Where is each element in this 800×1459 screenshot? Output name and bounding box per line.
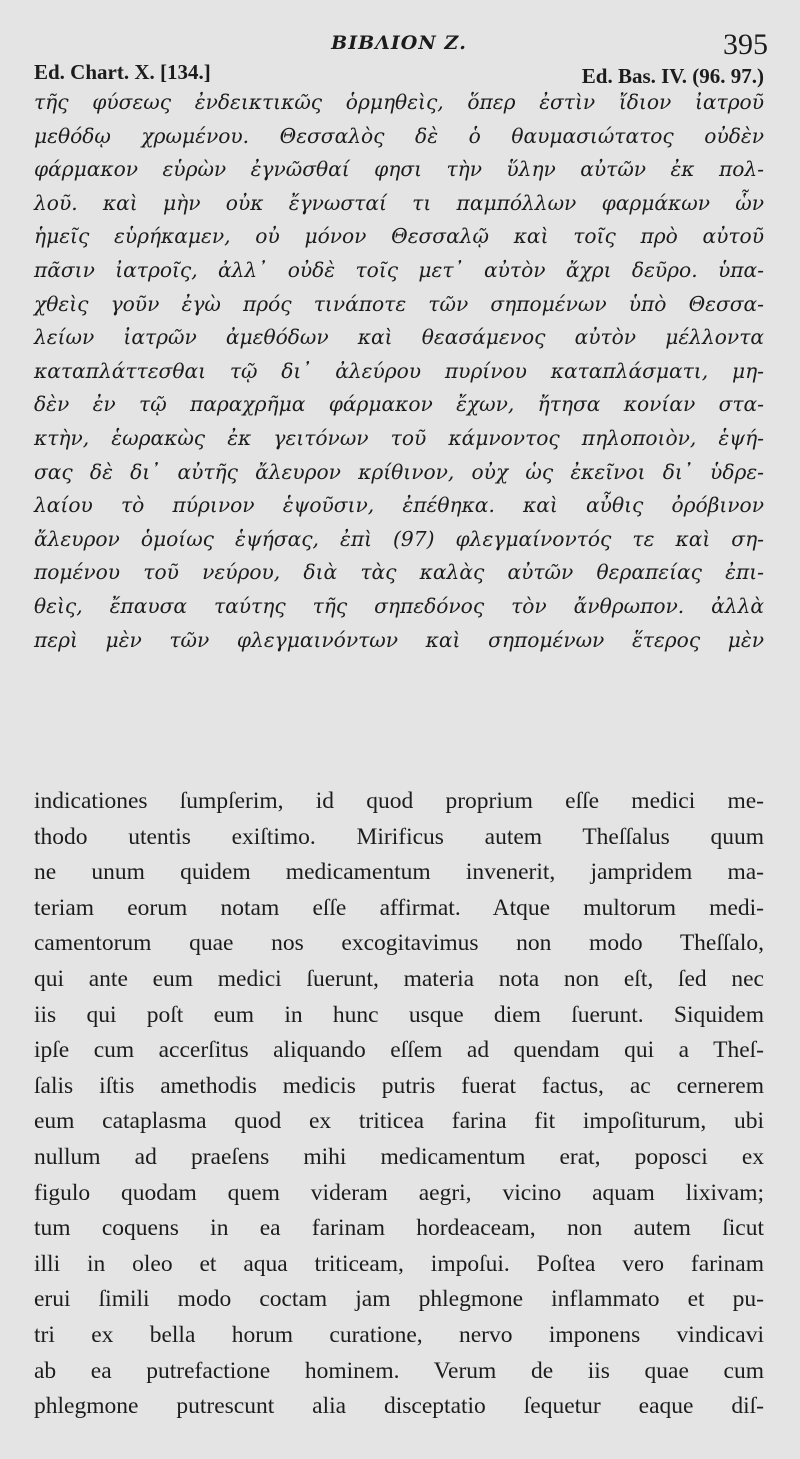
latin-line: nullum ad praeſens mihi medicamentum erat, poposci ex bbox=[34, 1143, 764, 1170]
latin-line: ipſe cum accerſitus aliquando eſſem ad quendam qui a Theſ- bbox=[34, 1037, 764, 1064]
running-head bbox=[34, 28, 768, 61]
greek-line: κτὴν, ἑωρακὼς ἐκ γειτόνων τοῦ κάμνοντος πηλοποιὸν, ἑψή- bbox=[34, 425, 764, 450]
greek-line: ἡμεῖς εὑρήκαμεν, οὐ μόνον Θεσσαλῷ καὶ τοῖς πρὸ αὐτοῦ bbox=[34, 224, 764, 249]
latin-line: ſalis iſtis amethodis medicis putris fuerat factus, ac cernerem bbox=[34, 1072, 764, 1099]
latin-line: illi in oleo et aqua triticeam, impoſui. Poſtea vero farinam bbox=[34, 1250, 764, 1277]
edition-reference-chartier: Ed. Chart. X. [134.] bbox=[34, 60, 211, 84]
latin-line: tum coquens in ea farinam hordeaceam, non autem ſicut bbox=[34, 1215, 764, 1242]
greek-line: περὶ μὲν τῶν φλεγμαινόντων καὶ σηπομένων ἕτερος μὲν bbox=[34, 627, 764, 652]
latin-line: tri ex bella horum curatione, nervo imponens vindicavi bbox=[34, 1321, 764, 1348]
latin-line: eum cataplasma quod ex triticea farina fit impoſiturum, ubi bbox=[34, 1108, 764, 1135]
greek-line: πομένου τοῦ νεύρου, διὰ τὰς καλὰς αὐτῶν θεραπείας ἐπι- bbox=[34, 560, 764, 585]
latin-line: camentorum quae nos excogitavimus non modo Theſſalo, bbox=[34, 930, 764, 957]
greek-line: χθεὶς γοῦν ἐγὼ πρός τινάποτε τῶν σηπομένων ὑπὸ Θεσσα- bbox=[34, 291, 764, 316]
greek-line: καταπλάττεσθαι τῷ δι᾽ ἀλεύρου πυρίνου καταπλάσματι, μη- bbox=[34, 358, 764, 383]
greek-line: ἄλευρον ὁμοίως ἑψήσας, ἐπὶ (97) φλεγμαίνοντός τε καὶ ση- bbox=[34, 526, 764, 551]
greek-line: θεὶς, ἔπαυσα ταύτης τῆς σηπεδόνος τὸν ἄνθρωπον. ἀλλὰ bbox=[34, 593, 764, 618]
running-title: BIBΛION Ζ. bbox=[331, 32, 467, 54]
greek-line: λείων ἰατρῶν ἀμεθόδων καὶ θεασάμενος αὐτὸν μέλλοντα bbox=[34, 325, 764, 350]
latin-line: qui ante eum medici ſuerunt, materia nota non eſt, ſed nec bbox=[34, 965, 764, 992]
greek-line: μεθόδῳ χρωμένου. Θεσσαλὸς δὲ ὁ θαυμασιώτατος οὐδὲν bbox=[34, 123, 764, 148]
greek-line: τῆς φύσεως ἐνδεικτικῶς ὁρμηθεὶς, ὅπερ ἐστὶν ἴδιον ἰατροῦ bbox=[34, 90, 764, 114]
latin-line: ab ea putrefactione hominem. Verum de iis quae cum bbox=[34, 1357, 764, 1384]
greek-line: λοῦ. καὶ μὴν οὐκ ἔγνωσταί τι παμπόλλων φαρμάκων ὧν bbox=[34, 190, 764, 215]
latin-line: phlegmone putrescunt alia disceptatio ſequetur eaque diſ- bbox=[34, 1393, 764, 1420]
greek-line: φάρμακον εὑρὼν ἐγνῶσθαί φησι τὴν ὕλην αὐτῶν ἐκ πολ- bbox=[34, 157, 764, 182]
latin-line: teriam eorum notam eſſe affirmat. Atque multorum medi- bbox=[34, 894, 764, 921]
greek-line: πᾶσιν ἰατροῖς, ἀλλ᾽ οὐδὲ τοῖς μετ᾽ αὐτὸν ἄχρι δεῦρο. ὑπα- bbox=[34, 257, 764, 282]
page-number: 395 bbox=[723, 28, 768, 61]
latin-line: erui ſimili modo coctam jam phlegmone inflammato et pu- bbox=[34, 1286, 764, 1313]
greek-line: λαίου τὸ πύρινον ἑψοῦσιν, ἐπέθηκα. καὶ αὖθις ὀρόβινον bbox=[34, 493, 764, 518]
edition-references bbox=[34, 60, 764, 86]
greek-text-block bbox=[34, 86, 764, 657]
latin-line: indicationes ſumpſerim, id quod proprium eſſe medici me- bbox=[34, 788, 764, 814]
latin-text-block bbox=[34, 784, 764, 1425]
greek-line: σας δὲ δι᾽ αὐτῆς ἄλευρον κρίθινον, οὐχ ὡς ἐκεῖνοι δι᾽ ὑδρε- bbox=[34, 459, 764, 484]
latin-line: figulo quodam quem videram aegri, vicino aquam lixivam; bbox=[34, 1179, 764, 1206]
edition-reference-basel: Ed. Bas. IV. (96. 97.) bbox=[581, 64, 764, 88]
greek-line: δὲν ἐν τῷ παραχρῆμα φάρμακον ἔχων, ἤτησα κονίαν στα- bbox=[34, 392, 764, 417]
latin-line: thodo utentis exiſtimo. Mirificus autem Theſſalus quum bbox=[34, 823, 764, 850]
latin-line: iis qui poſt eum in hunc usque diem ſuerunt. Siquidem bbox=[34, 1001, 764, 1028]
latin-line: ne unum quidem medicamentum invenerit, jampridem ma- bbox=[34, 859, 764, 886]
